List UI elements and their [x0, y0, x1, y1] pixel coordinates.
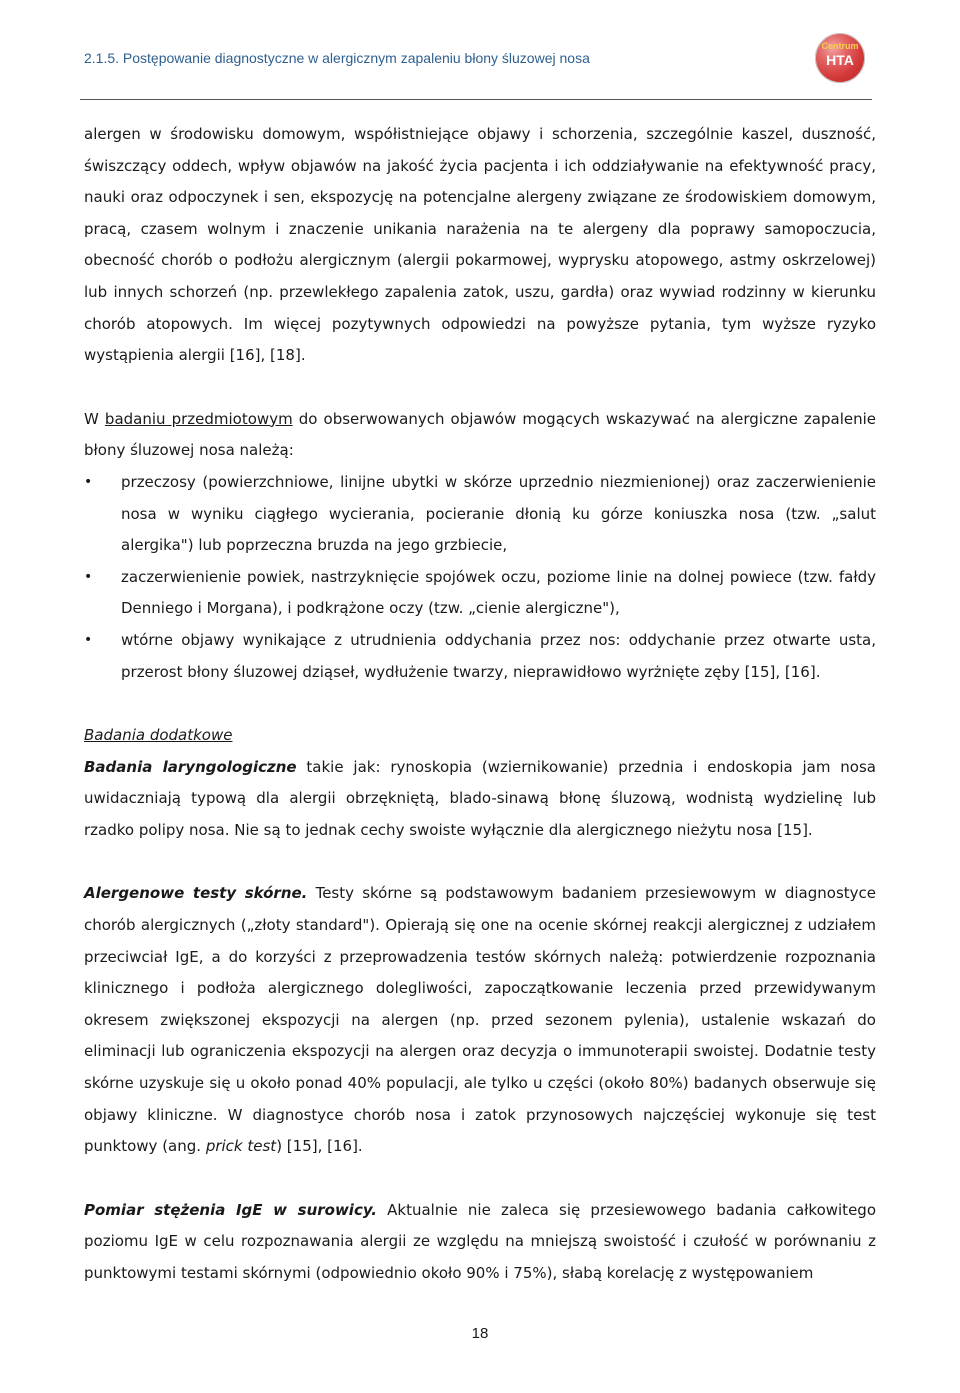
skin-tests-title: Alergenowe testy skórne. [84, 884, 308, 903]
list-item [84, 562, 876, 625]
skin-tests-paragraph [84, 878, 876, 1162]
intro-paragraph: alergen w środowisku domowym, współistniejące objawy i schorzenia, szczególnie kaszel, duszność, świszczący oddech, wpływ objawów na jakość życia pacjenta i ich oddziaływanie na efektywność pracy, nauki oraz odpoczynek i sen, ekspozycję na potencjalne alergeny związane ze środowiskiem domowym, pracą, czasem wolnym i znaczenie unikania narażenia na te alergeny dla poprawy samopoczucia, obecność chorób o podłożu alergicznym (alergii pokarmowej, wyprysku atopowego, astmy oskrzelowej) lub innych schorzeń (np. przewlekłego zapalenia zatok, uszu, gardła) oraz wywiad rodzinny w kierunku chorób atopowych. Im więcej pozytywnych odpowiedzi na powyższe pytania, tym wyższe ryzyko wystąpienia alergii [16], [18]. [84, 125, 876, 365]
study-prefix: W [84, 409, 99, 428]
logo-bottom-text: HTA [826, 52, 854, 68]
physical-exam-paragraph [84, 404, 876, 467]
ige-text: Aktualnie nie zaleca się przesiewowego badania całkowitego poziomu IgE w celu rozpoznawania alergii ze względu na mniejszą swoistość i czułość w porównaniu z punktowymi testami skórnymi (odpowiednio około 90% i 75%), słabą korelację z występowaniem [84, 1200, 876, 1282]
spacer [84, 1163, 876, 1195]
document-body [84, 119, 876, 1290]
header-divider [80, 99, 872, 100]
laryngology-title: Badania laryngologiczne [84, 757, 297, 776]
study-rest: do obserwowanych objawów mogących wskazywać na alergiczne zapalenie błony śluzowej nosa należą: [84, 409, 876, 460]
bullet-icon: • [84, 568, 93, 585]
list-item [84, 467, 876, 562]
page-number: 18 [471, 1325, 489, 1342]
additional-tests-heading-text: Badania dodatkowe [84, 726, 233, 745]
laryngology-text: takie jak: rynoskopia (wziernikowanie) przednia i endoskopia jam nosa uwidaczniają typową dla alergii obrzękniętą, blado-sinawą błonę śluzową, wodnistą wydzielinę lub rzadko polipy nosa. Nie są to jednak cechy swoiste wyłącznie dla alergicznego nieżytu nosa [15]. [84, 757, 876, 839]
list-item-text: przeczosy (powierzchniowe, linijne ubytki w skórze uprzednio niezmienionej) oraz zaczerwienienie nosa w wyniku ciągłego wycierania, pocieranie dłonią ku górze koniuszka nosa (tzw. „salut alergika") lub poprzeczna bruzda na jego grzbiecie, [121, 472, 876, 555]
ige-paragraph [84, 1195, 876, 1290]
list-item [84, 625, 876, 688]
header-title: 2.1.5. Postępowanie diagnostyczne w alergicznym zapaleniu błony śluzowej nosa [84, 50, 590, 66]
centrum-hta-logo [815, 33, 865, 83]
physical-exam-term: badaniu przedmiotowym [104, 409, 293, 428]
skin-tests-text-1: Testy skórne są podstawowym badaniem przesiewowym w diagnostyce chorób alergicznych („złoty standard"). Opierają się one na ocenie skórnej reakcji alergicznej z udziałem przeciwciał IgE, a do korzyści z przeprowadzenia testów skórnych należą: potwierdzenie rozpoznania klinicznego i podłoża alergicznego dolegliwości, zapoczątkowanie leczenia przed przewidywanym okresem zwiększonej ekspozycji na alergen (np. przed sezonem pylenia), ustalenie wskazań do eliminacji lub ograniczenia ekspozycji na alergen oraz decyzja o immunoterapii swoistej. Dodatnie testy skórne uzyskuje się u około ponad 40% populacji, ale tylko u części (około 80%) badanych obserwuje się objawy kliniczne. W diagnostyce chorób nosa i zatok przynosowych najczęściej wykonuje się test punktowy (ang. [84, 884, 876, 1156]
bullet-icon: • [84, 631, 93, 648]
list-item-text: wtórne objawy wynikające z utrudnienia oddychania przez nos: oddychanie przez otwarte usta, przerost błony śluzowej dziąseł, wydłużenie twarzy, nieprawidłowo wyrżnięte zęby [15], [16]. [121, 630, 876, 681]
additional-tests-heading [84, 720, 876, 752]
logo-top-text: Centrum [821, 41, 859, 51]
spacer [84, 846, 876, 878]
spacer [84, 688, 876, 720]
ige-title: Pomiar stężenia IgE w surowicy. [84, 1200, 377, 1219]
list-item-text: zaczerwienienie powiek, nastrzyknięcie spojówek oczu, poziome linie na dolnej powiece (tzw. fałdy Denniego i Morgana), i podkrążone oczy (tzw. „cienie alergiczne"), [121, 567, 876, 618]
skin-tests-text-2: ) [15], [16]. [276, 1137, 363, 1156]
bullet-icon: • [84, 473, 93, 490]
prick-test-term: prick test [205, 1137, 277, 1156]
symptom-list [84, 467, 876, 688]
spacer [84, 372, 876, 404]
laryngology-paragraph [84, 752, 876, 847]
